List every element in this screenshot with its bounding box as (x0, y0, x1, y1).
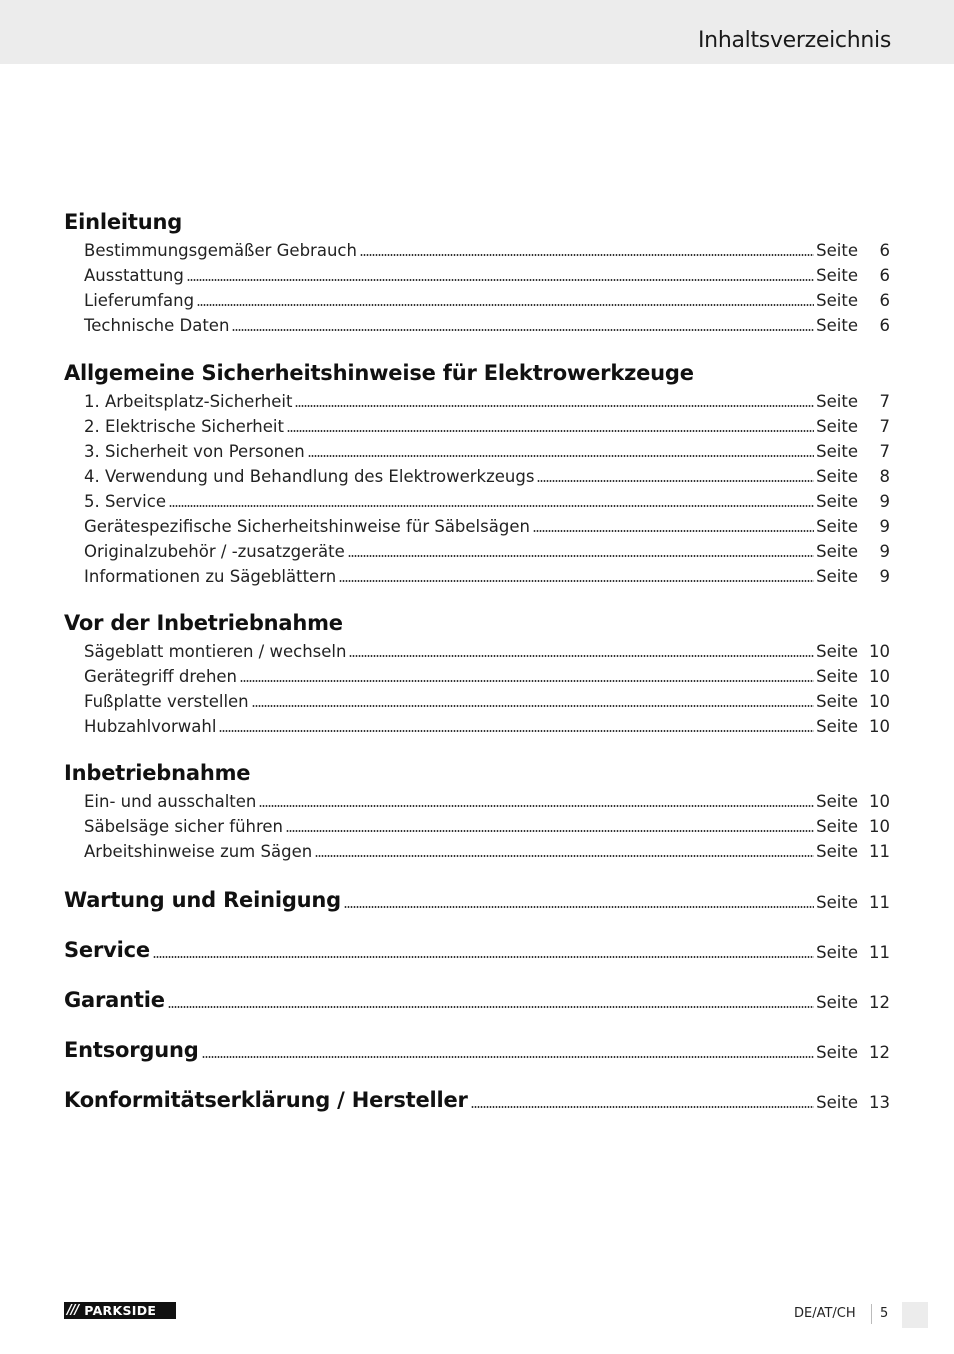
dot-leader (252, 705, 815, 707)
page-number: 9 (879, 517, 890, 536)
dot-leader (287, 430, 814, 432)
page-number: 6 (879, 291, 890, 310)
entry-label: Informationen zu Sägeblättern (84, 567, 337, 586)
dot-leader (169, 505, 814, 507)
seite-label: Seite (816, 266, 858, 285)
seite-label: Seite (816, 417, 858, 436)
logo-text: PARKSIDE (84, 1303, 157, 1318)
toc-entry-wartung[interactable] (64, 884, 890, 912)
entry-heading: Service (64, 938, 150, 962)
toc-entry[interactable] (84, 814, 890, 836)
seite-label: Seite (816, 492, 858, 511)
seite-label: Seite (816, 842, 858, 861)
section-heading: Inbetriebnahme (64, 761, 251, 785)
dot-leader (202, 1056, 815, 1058)
seite-label: Seite (816, 241, 858, 260)
page-number: 6 (879, 266, 890, 285)
seite-label: Seite (816, 692, 858, 711)
dot-leader (360, 254, 814, 256)
entry-label: 3. Sicherheit von Personen (84, 442, 305, 461)
entry-label: 4. Verwendung und Behandlung des Elektrowerkzeugs (84, 467, 535, 486)
page-number: 9 (879, 492, 890, 511)
entry-heading: Garantie (64, 988, 165, 1012)
dot-leader (295, 405, 814, 407)
seite-label: Seite (816, 1093, 858, 1112)
toc-entry-garantie[interactable] (64, 984, 890, 1012)
seite-label: Seite (816, 567, 858, 586)
entry-label: 5. Service (84, 492, 166, 511)
toc-entry[interactable] (84, 714, 890, 736)
entry-label: Ein- und ausschalten (84, 792, 257, 811)
dot-leader (232, 329, 814, 331)
page-number: 10 (869, 642, 890, 661)
seite-label: Seite (816, 442, 858, 461)
dot-leader (240, 680, 814, 682)
seite-label: Seite (816, 1043, 858, 1062)
page-number: 7 (879, 392, 890, 411)
page-number: 6 (879, 316, 890, 335)
toc-entry[interactable] (84, 664, 890, 686)
page-number: 10 (869, 792, 890, 811)
page-number: 10 (869, 692, 890, 711)
entry-label: Lieferumfang (84, 291, 195, 310)
dot-leader (339, 580, 814, 582)
toc-entry[interactable] (84, 464, 890, 486)
toc-entry[interactable] (84, 564, 890, 586)
section-heading: Einleitung (64, 210, 183, 234)
page-header (0, 0, 954, 64)
dot-leader (153, 956, 814, 958)
dot-leader (259, 805, 814, 807)
toc-entry[interactable] (84, 689, 890, 711)
seite-label: Seite (816, 542, 858, 561)
page-number: 7 (879, 417, 890, 436)
toc-entry-entsorgung[interactable] (64, 1034, 890, 1062)
seite-label: Seite (816, 943, 858, 962)
dot-leader (349, 655, 814, 657)
section-heading: Vor der Inbetriebnahme (64, 611, 343, 635)
entry-label: Gerätegriff drehen (84, 667, 238, 686)
dot-leader (286, 830, 814, 832)
toc-entry[interactable] (84, 389, 890, 411)
seite-label: Seite (816, 467, 858, 486)
entry-label: Hubzahlvorwahl (84, 717, 217, 736)
entry-label: Sägeblatt montieren / wechseln (84, 642, 347, 661)
entry-heading: Konformitätserklärung / Hersteller (64, 1088, 468, 1112)
toc-entry[interactable] (84, 789, 890, 811)
dot-leader (471, 1106, 814, 1108)
page-number: 10 (869, 817, 890, 836)
entry-heading: Entsorgung (64, 1038, 199, 1062)
page-number-footer: 5 (880, 1306, 889, 1321)
toc-entry[interactable] (84, 414, 890, 436)
dot-leader (197, 304, 814, 306)
entry-label: Bestimmungsgemäßer Gebrauch (84, 241, 357, 260)
toc-entry[interactable] (84, 439, 890, 461)
entry-label: Ausstattung (84, 266, 184, 285)
toc-entry-service[interactable] (64, 934, 890, 962)
entry-label: 2. Elektrische Sicherheit (84, 417, 284, 436)
footer-divider (871, 1304, 872, 1324)
seite-label: Seite (816, 517, 858, 536)
entry-label: Arbeitshinweise zum Sägen (84, 842, 313, 861)
logo-slashes: /// (67, 1303, 79, 1318)
section-heading: Allgemeine Sicherheitshinweise für Elektrowerkzeuge (64, 361, 694, 385)
page-number: 13 (869, 1093, 890, 1112)
entry-label: Säbelsäge sicher führen (84, 817, 284, 836)
toc-entry[interactable] (84, 263, 890, 285)
dot-leader (348, 555, 814, 557)
language-codes: DE/AT/CH (794, 1306, 856, 1321)
toc-entry[interactable] (84, 238, 890, 260)
dot-leader (537, 480, 814, 482)
dot-leader (315, 855, 814, 857)
toc-entry[interactable] (84, 313, 890, 335)
page-number: 11 (869, 893, 890, 912)
seite-label: Seite (816, 717, 858, 736)
toc-entry-konformitaet[interactable] (64, 1084, 890, 1112)
seite-label: Seite (816, 993, 858, 1012)
seite-label: Seite (816, 667, 858, 686)
page-number: 9 (879, 542, 890, 561)
entry-label: Originalzubehör / -zusatzgeräte (84, 542, 345, 561)
footer-tab-marker (902, 1302, 928, 1328)
dot-leader (219, 730, 814, 732)
page-number: 10 (869, 667, 890, 686)
page-number: 8 (879, 467, 890, 486)
seite-label: Seite (816, 392, 858, 411)
seite-label: Seite (816, 316, 858, 335)
entry-label: Fußplatte verstellen (84, 692, 249, 711)
toc-entry[interactable] (84, 489, 890, 511)
seite-label: Seite (816, 642, 858, 661)
entry-heading: Wartung und Reinigung (64, 888, 341, 912)
parkside-logo (64, 1302, 176, 1319)
page-number: 9 (879, 567, 890, 586)
toc-entry[interactable] (84, 839, 890, 861)
toc-entry[interactable] (84, 639, 890, 661)
toc-entry[interactable] (84, 288, 890, 310)
seite-label: Seite (816, 792, 858, 811)
page-number: 11 (869, 842, 890, 861)
seite-label: Seite (816, 291, 858, 310)
dot-leader (168, 1006, 814, 1008)
page-number: 6 (879, 241, 890, 260)
page-number: 11 (869, 943, 890, 962)
page-number: 12 (869, 993, 890, 1012)
page-number: 7 (879, 442, 890, 461)
dot-leader (533, 530, 814, 532)
page-number: 10 (869, 717, 890, 736)
page-number: 12 (869, 1043, 890, 1062)
entry-label: Technische Daten (84, 316, 230, 335)
dot-leader (308, 455, 814, 457)
seite-label: Seite (816, 817, 858, 836)
entry-label: 1. Arbeitsplatz-Sicherheit (84, 392, 293, 411)
toc-entry[interactable] (84, 539, 890, 561)
toc-entry[interactable] (84, 514, 890, 536)
page-title: Inhaltsverzeichnis (697, 28, 891, 53)
entry-label: Gerätespezifische Sicherheitshinweise für Säbelsägen (84, 517, 530, 536)
seite-label: Seite (816, 893, 858, 912)
dot-leader (187, 279, 814, 281)
dot-leader (344, 906, 814, 908)
